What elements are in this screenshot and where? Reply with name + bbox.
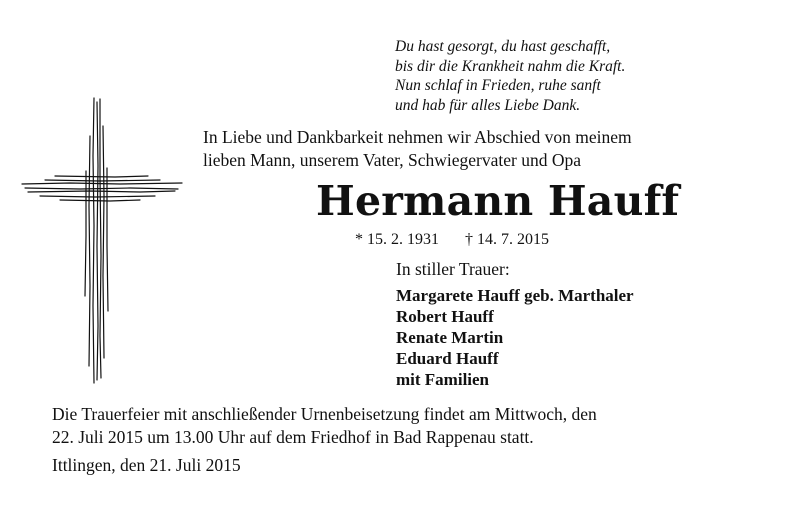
birth-date: * 15. 2. 1931 [355, 231, 439, 248]
mourning-label: In stiller Trauer: [396, 259, 510, 279]
intro-line: In Liebe und Dankbarkeit nehmen wir Abschied von meinem [203, 127, 632, 147]
mourner-name: Eduard Hauff [396, 349, 499, 368]
funeral-line: 22. Juli 2015 um 13.00 Uhr auf dem Friedhof in Bad Rappenau statt. [52, 427, 534, 447]
funeral-line: Die Trauerfeier mit anschließender Urnenbeisetzung findet am Mittwoch, den [52, 404, 597, 424]
cross-icon [20, 96, 185, 386]
poem-line: Du hast gesorgt, du hast geschafft, [395, 38, 611, 55]
mourner-list [396, 285, 634, 390]
intro-line: lieben Mann, unserem Vater, Schwiegervater und Opa [203, 150, 582, 170]
intro-text [203, 126, 788, 172]
life-dates [355, 231, 549, 249]
poem-line: bis dir die Krankheit nahm die Kraft. [395, 57, 626, 75]
poem-line: und hab für alles Liebe Dank. [395, 96, 581, 114]
death-date: † 14. 7. 2015 [465, 231, 549, 248]
mourner-name: Margarete Hauff geb. Marthaler [396, 286, 634, 305]
poem [395, 37, 725, 115]
mourner-name: mit Familien [396, 370, 490, 389]
deceased-name: Hermann Hauff [316, 177, 680, 225]
mourner-name: Robert Hauff [396, 307, 494, 326]
funeral-info [52, 403, 792, 449]
place-date: Ittlingen, den 21. Juli 2015 [52, 455, 241, 475]
mourner-name: Renate Martin [396, 328, 504, 347]
poem-line: Nun schlaf in Frieden, ruhe sanft [395, 77, 601, 94]
